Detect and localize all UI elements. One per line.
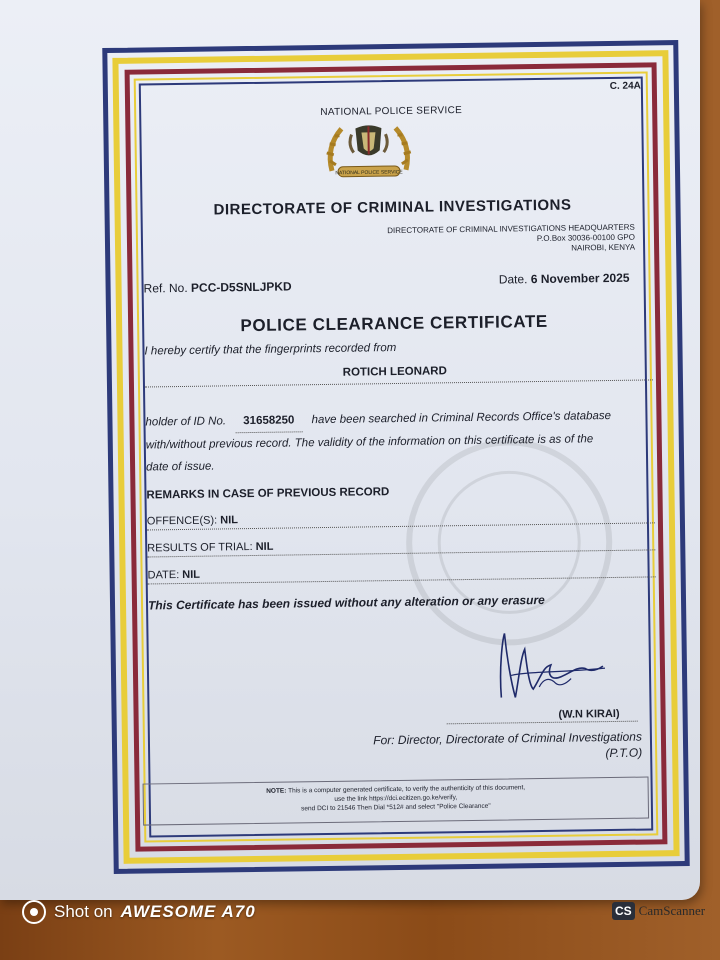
shot-on-text: Shot on — [54, 902, 113, 921]
date-row-label: DATE: — [147, 569, 180, 582]
signatory-name: (W.N KIRAI) — [558, 707, 620, 721]
ref-value: PCC-D5SNLJPKD — [190, 279, 292, 295]
note-label: NOTE: — [266, 787, 287, 795]
camera-brand: AWESOME A70 — [120, 902, 256, 921]
verification-note — [143, 777, 650, 826]
camscanner-logo-icon: CS — [612, 902, 635, 920]
date-row-value: NIL — [182, 568, 201, 581]
reference-number — [144, 279, 292, 295]
name-line — [145, 379, 653, 387]
scanner-watermark — [612, 902, 705, 920]
certificate-content — [102, 40, 689, 874]
camera-icon — [22, 900, 46, 924]
certificate-title: POLICE CLEARANCE CERTIFICATE — [240, 311, 548, 336]
holder-suffix: have been searched in Criminal Records Office's database with/without previous record. The validity of the information on this certificate is as of the date of issue. — [145, 409, 612, 474]
date-value: 6 November 2025 — [530, 270, 630, 287]
note-line-2: use the link https://dci.ecitizen.go.ke/verify, — [334, 794, 458, 803]
address-block — [105, 223, 635, 260]
holder-statement — [145, 405, 616, 479]
address-line-3: NAIROBI, KENYA — [571, 242, 636, 253]
form-code: C. 24A — [609, 80, 641, 92]
id-number: 31658250 — [235, 409, 302, 433]
issue-date — [499, 271, 630, 287]
trial-label: RESULTS OF TRIAL: — [147, 541, 253, 555]
signature-image — [480, 626, 621, 708]
note-line-1: This is a computer generated certificate, to verify the authenticity of this document, — [288, 784, 526, 795]
date-label: Date. — [498, 272, 528, 287]
camera-watermark — [22, 900, 256, 924]
scanner-name: CamScanner — [638, 903, 706, 918]
certify-statement: I hereby certify that the fingerprints recorded from — [144, 341, 397, 358]
directorate-title: DIRECTORATE OF CRIMINAL INVESTIGATIONS — [213, 196, 572, 219]
note-line-3: send DCI to 21546 Then Dial *512# and select "Police Clearance" — [301, 802, 491, 813]
ref-label: Ref. No. — [143, 280, 188, 296]
signature-line — [447, 721, 638, 725]
holder-prefix: holder of ID No. — [145, 415, 227, 429]
address-line-1: DIRECTORATE OF CRIMINAL INVESTIGATIONS HEADQUARTERS — [387, 222, 635, 236]
offence-value: NIL — [220, 514, 239, 527]
holder-name: ROTICH LEONARD — [342, 365, 447, 379]
police-emblem-icon — [321, 120, 416, 185]
trial-value: NIL — [255, 540, 274, 553]
service-name: NATIONAL POLICE SERVICE — [320, 105, 463, 119]
issued-statement: This Certificate has been issued without any alteration or any erasure — [147, 592, 545, 613]
address-line-2: P.O.Box 30036-00100 GPO — [536, 232, 636, 244]
for-director-text: For: Director, Directorate of Criminal Investigations — [373, 729, 643, 748]
remarks-heading: REMARKS IN CASE OF PREVIOUS RECORD — [146, 486, 390, 502]
for-director-block — [373, 729, 642, 765]
offence-label: OFFENCE(S): — [146, 514, 218, 528]
emblem-label: NATIONAL POLICE SERVICE — [335, 169, 403, 177]
pto-text: (P.T.O) — [605, 745, 643, 761]
